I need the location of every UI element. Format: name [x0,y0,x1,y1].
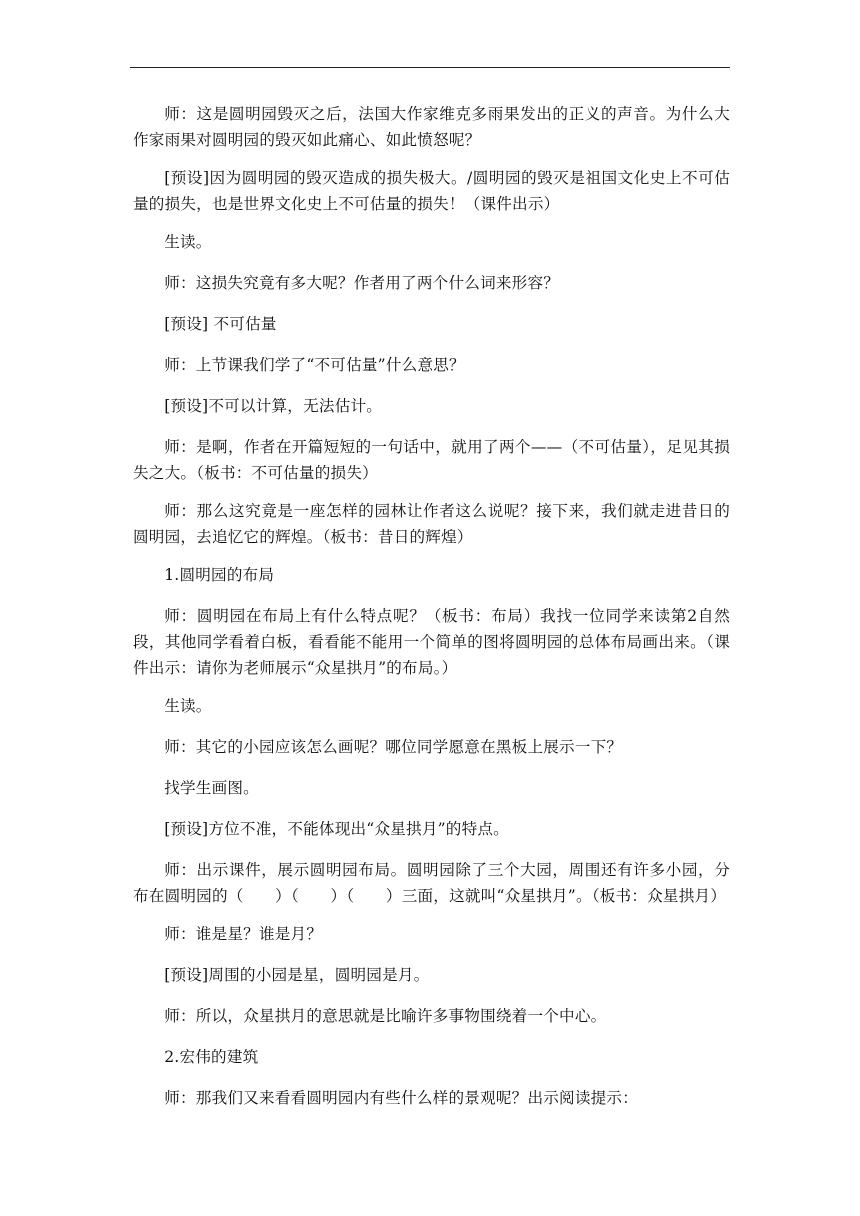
document-body [133,101,730,1126]
paragraph: 师：上节课我们学了“不可估量”什么意思？ [164,356,465,374]
paragraph: [预设]周围的小园是星，圆明园是月。 [164,966,430,984]
paragraph: 师：这损失究竟有多大呢？作者用了两个什么词来形容？ [164,274,560,292]
paragraph: 师：其它的小园应该怎么画呢？哪位同学愿意在黑板上展示一下？ [164,738,623,756]
paragraph: 生读。 [164,697,212,715]
paragraph: 师：这是圆明园毁灭之后，法国大作家维克多雨果发出的正义的声音。为什么大作家雨果对圆明园的毁灭如此痛心、如此愤怒呢？ [133,105,730,149]
paragraph: 师：那我们又来看看圆明园内有些什么样的景观呢？出示阅读提示： [164,1089,639,1107]
paragraph: 师：是啊，作者在开篇短短的一句话中，就用了两个——（不可估量），足见其损失之大。（板书：不可估量的损失） [133,438,730,482]
paragraph: 师：出示课件，展示圆明园布局。圆明园除了三个大园，周围还有许多小园，分布在圆明园的（ ）（ ）（ ）三面，这就叫“众星拱月”。（板书：众星拱月） [133,861,730,905]
paragraph: 师：圆明园在布局上有什么特点呢？（板书：布局）我找一位同学来读第2自然段，其他同学看着白板，看看能不能用一个简单的图将圆明园的总体布局画出来。（课件出示：请你为老师展示“众星拱月”的布局。） [133,607,730,677]
paragraph: 师：谁是星？谁是月？ [164,925,323,943]
paragraph: 找学生画图。 [164,779,259,797]
paragraph: 师：所以，众星拱月的意思就是比喻许多事物围绕着一个中心。 [164,1007,607,1025]
paragraph: 师：那么这究竟是一座怎样的园林让作者这么说呢？接下来，我们就走进昔日的圆明园，去追忆它的辉煌。（板书：昔日的辉煌） [133,502,730,546]
paragraph: [预设]不可以计算，无法估计。 [164,397,383,415]
section-heading: 2.宏伟的建筑 [164,1048,259,1066]
paragraph: [预设]因为圆明园的毁灭造成的损失极大。/圆明园的毁灭是祖国文化史上不可估量的损失，也是世界文化史上不可估量的损失！（课件出示） [133,169,730,213]
paragraph: [预设]方位不准，不能体现出“众星拱月”的特点。 [164,820,509,838]
paragraph: [预设] 不可估量 [164,315,277,333]
header-rule [130,67,730,68]
section-heading: 1.圆明园的布局 [164,566,275,584]
paragraph: 生读。 [164,233,212,251]
